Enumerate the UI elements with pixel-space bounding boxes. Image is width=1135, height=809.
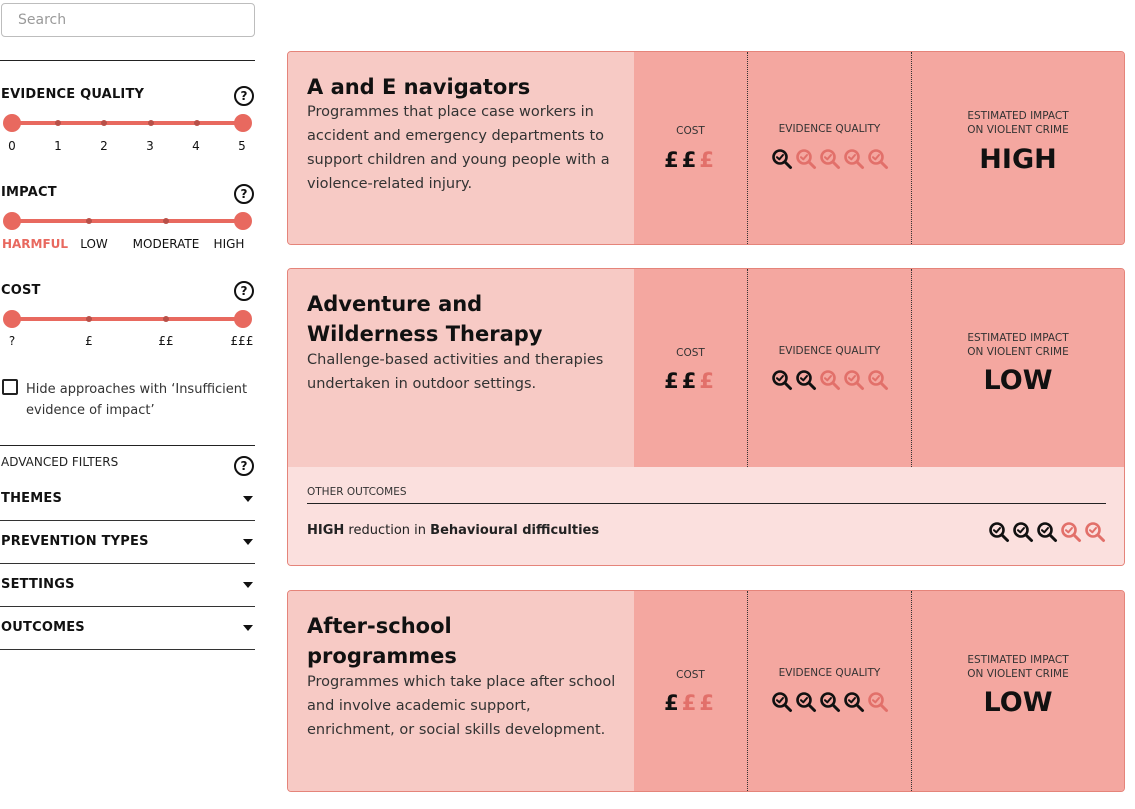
magnifier-check-icon xyxy=(1036,521,1058,543)
cost-help-icon[interactable]: ? xyxy=(234,281,254,301)
divider xyxy=(0,445,255,446)
evidence-column xyxy=(747,591,911,792)
pound-icon: £ xyxy=(681,369,700,393)
card-description: Programmes which take place after school and involve academic support, enrichment, or social skills development. xyxy=(307,674,616,738)
pound-icon: £ xyxy=(681,691,700,715)
filter-themes-label: THEMES xyxy=(1,491,63,506)
impact-column xyxy=(911,52,1124,245)
magnifier-check-icon xyxy=(771,148,793,170)
cost-min-handle[interactable] xyxy=(3,310,21,328)
evidence-tick: 2 xyxy=(100,139,108,153)
filter-settings-label: SETTINGS xyxy=(1,577,75,592)
evidence-quality-slider[interactable] xyxy=(12,114,243,132)
impact-label: IMPACT xyxy=(1,185,57,200)
pound-icon: £ xyxy=(699,369,717,393)
impact-column xyxy=(911,269,1124,467)
cost-label: COST xyxy=(676,125,705,137)
impact-tick-active: HARMFUL xyxy=(1,237,69,251)
impact-label-line2: ON VIOLENT CRIME xyxy=(967,124,1069,136)
divider xyxy=(0,60,255,61)
evidence-quality-label: EVIDENCE QUALITY xyxy=(778,123,881,135)
magnifier-check-icon xyxy=(1060,521,1082,543)
impact-tick: LOW xyxy=(80,237,108,251)
evidence-rating xyxy=(748,148,911,170)
card-description: Challenge-based activities and therapies undertaken in outdoor settings. xyxy=(307,352,604,392)
magnifier-check-icon xyxy=(795,369,817,391)
evidence-column xyxy=(747,269,911,467)
filter-settings[interactable] xyxy=(0,564,255,607)
cost-label: COST xyxy=(676,669,705,681)
cost-rating xyxy=(634,369,747,393)
evidence-column xyxy=(747,52,911,245)
magnifier-check-icon xyxy=(771,691,793,713)
cost-rating xyxy=(634,148,747,172)
magnifier-check-icon xyxy=(1084,521,1106,543)
card-title: Adventure and Wilderness Therapy xyxy=(307,292,543,346)
evidence-quality-max-handle[interactable] xyxy=(234,114,252,132)
impact-value: LOW xyxy=(983,687,1053,718)
impact-max-handle[interactable] xyxy=(234,212,252,230)
search-input[interactable] xyxy=(1,3,255,37)
evidence-tick: 0 xyxy=(8,139,16,153)
cost-tick: £ xyxy=(85,334,93,348)
hide-insufficient-checkbox[interactable] xyxy=(2,379,18,395)
evidence-tick: 3 xyxy=(146,139,154,153)
filter-prevention-types[interactable] xyxy=(0,521,255,564)
hide-insufficient-label[interactable]: Hide approaches with ‘Insufficient evidence of impact’ xyxy=(26,382,248,418)
cost-slider[interactable] xyxy=(12,310,243,328)
card-description: Programmes that place case workers in accident and emergency departments to support children and young people with a violence-related injury. xyxy=(307,104,610,192)
cost-label: COST xyxy=(1,283,41,298)
other-outcomes-label: OTHER OUTCOMES xyxy=(307,486,407,498)
impact-label-line1: ESTIMATED IMPACT xyxy=(967,654,1069,666)
pound-icon: £ xyxy=(681,148,700,172)
advanced-filters-label: ADVANCED FILTERS xyxy=(1,455,119,469)
impact-value: LOW xyxy=(983,365,1053,396)
evidence-quality-label: EVIDENCE QUALITY xyxy=(1,87,145,102)
magnifier-check-icon xyxy=(988,521,1010,543)
impact-tick: MODERATE xyxy=(132,237,200,251)
pound-icon: £ xyxy=(699,691,717,715)
magnifier-check-icon xyxy=(819,691,841,713)
magnifier-check-icon xyxy=(819,369,841,391)
cost-column xyxy=(634,269,747,467)
cost-column xyxy=(634,591,747,792)
pound-icon: £ xyxy=(664,369,682,393)
approach-card[interactable] xyxy=(287,51,1125,245)
approach-card[interactable] xyxy=(287,590,1125,792)
outcome-connector: reduction in xyxy=(348,523,427,538)
approach-card[interactable] xyxy=(287,268,1125,566)
impact-min-handle[interactable] xyxy=(3,212,21,230)
magnifier-check-icon xyxy=(843,369,865,391)
filter-outcomes[interactable] xyxy=(0,607,255,650)
chevron-down-icon xyxy=(243,625,253,631)
cost-label: COST xyxy=(676,347,705,359)
evidence-tick: 5 xyxy=(238,139,246,153)
cost-rating xyxy=(634,691,747,715)
evidence-quality-help-icon[interactable]: ? xyxy=(234,86,254,106)
impact-label-line2: ON VIOLENT CRIME xyxy=(967,346,1069,358)
card-title: A and E navigators xyxy=(307,75,531,99)
evidence-tick: 1 xyxy=(54,139,62,153)
impact-slider[interactable] xyxy=(12,212,243,230)
impact-tick: HIGH xyxy=(213,237,245,251)
magnifier-check-icon xyxy=(771,369,793,391)
cost-max-handle[interactable] xyxy=(234,310,252,328)
divider xyxy=(307,503,1106,504)
card-title: After-school programmes xyxy=(307,614,457,668)
cost-tick: ? xyxy=(8,334,16,348)
magnifier-check-icon xyxy=(819,148,841,170)
card-main xyxy=(288,591,634,791)
outcome-name: Behavioural difficulties xyxy=(430,523,600,538)
impact-column xyxy=(911,591,1124,792)
other-outcomes xyxy=(288,467,1124,565)
magnifier-check-icon xyxy=(795,148,817,170)
filter-prevention-types-label: PREVENTION TYPES xyxy=(1,534,149,549)
evidence-rating xyxy=(748,691,911,713)
outcome-row xyxy=(307,523,599,538)
pound-icon: £ xyxy=(699,148,717,172)
pound-icon: £ xyxy=(664,148,682,172)
evidence-tick: 4 xyxy=(192,139,200,153)
impact-label-line1: ESTIMATED IMPACT xyxy=(967,332,1069,344)
chevron-down-icon xyxy=(243,539,253,545)
card-main xyxy=(288,269,634,465)
magnifier-check-icon xyxy=(795,691,817,713)
pound-icon: £ xyxy=(664,691,682,715)
magnifier-check-icon xyxy=(1012,521,1034,543)
impact-label-line2: ON VIOLENT CRIME xyxy=(967,668,1069,680)
advanced-filters-help-icon[interactable]: ? xyxy=(234,456,254,476)
magnifier-check-icon xyxy=(843,148,865,170)
outcome-evidence-rating xyxy=(987,521,1107,543)
evidence-quality-label: EVIDENCE QUALITY xyxy=(778,667,881,679)
impact-value: HIGH xyxy=(979,144,1057,175)
cost-tick: ££ xyxy=(158,334,174,348)
magnifier-check-icon xyxy=(867,691,889,713)
impact-help-icon[interactable]: ? xyxy=(234,184,254,204)
magnifier-check-icon xyxy=(843,691,865,713)
evidence-rating xyxy=(748,369,911,391)
card-main xyxy=(288,52,634,244)
evidence-quality-min-handle[interactable] xyxy=(3,114,21,132)
chevron-down-icon xyxy=(243,582,253,588)
filter-outcomes-label: OUTCOMES xyxy=(1,620,85,635)
evidence-quality-label: EVIDENCE QUALITY xyxy=(778,345,881,357)
cost-column xyxy=(634,52,747,245)
outcome-level: HIGH xyxy=(307,523,345,538)
chevron-down-icon xyxy=(243,496,253,502)
filter-themes[interactable] xyxy=(0,478,255,521)
magnifier-check-icon xyxy=(867,369,889,391)
magnifier-check-icon xyxy=(867,148,889,170)
impact-label-line1: ESTIMATED IMPACT xyxy=(967,110,1069,122)
cost-tick: £££ xyxy=(230,334,254,348)
